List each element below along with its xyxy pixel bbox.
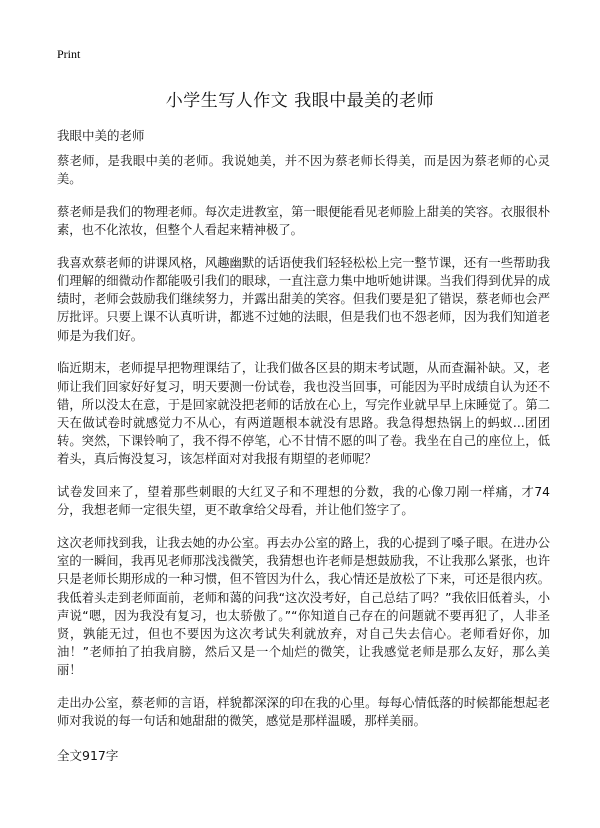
print-link[interactable]: Print	[57, 47, 81, 61]
paragraph: 临近期末，老师提早把物理课结了，让我们做各区县的期末考试题，从而查漏补缺。又，老师让我们回家好好复习，明天要测一份试卷，我也没当回事，可能因为平时成绩自认为还不错，所以没太在意，于是回家就没把老师的话放在心上，写完作业就早早上床睡觉了。第二天在做试卷时就感觉力不从心，有两道题根本就没有思路。我急得想热锅上的蚂蚁...团团转。突然，下课铃响了，我不得不停笔，心不甘情不愿的叫了卷。我坐在自己的座位上，低着头，真后悔没复习，该怎样面对对我报有期望的老师呢？	[57, 361, 550, 467]
article-body	[57, 152, 550, 745]
word-count: 全文917字	[57, 748, 119, 763]
article-subtitle: 我眼中美的老师	[57, 128, 145, 143]
paragraph: 蔡老师是我们的物理老师。每次走进教室，第一眼便能看见老师脸上甜美的笑容。衣服很朴素，也不化浓妆，但整个人看起来精神极了。	[57, 204, 550, 238]
paragraph: 我喜欢蔡老师的讲课风格，风趣幽默的话语使我们轻轻松松上完一整节课，还有一些帮助我们理解的细微动作都能吸引我们的眼球，一直注意力集中地听她讲课。当我们得到优异的成绩时，老师会鼓励我们继续努力，并露出甜美的笑容。但我们要是犯了错误，蔡老师也会严厉批评。只要上课不认真听讲，都逃不过她的法眼，但是我们也不怨老师，因为我们知道老师是为我们好。	[57, 255, 550, 343]
paragraph: 走出办公室，蔡老师的言语，样貌都深深的印在我的心里。每每心情低落的时候都能想起老师对我说的每一句话和她甜甜的微笑，感觉是那样温暖，那样美丽。	[57, 696, 550, 729]
paragraph: 这次老师找到我，让我去她的办公室。再去办公室的路上，我的心提到了嗓子眼。在进办公室的一瞬间，我再见老师那浅浅微笑，我猜想也许老师是想鼓励我，不让我那么紧张，也许只是老师长期形成的一种习惯，但不管因为什么，我心情还是放松了下来，可还是很内疚。我低着头走到老师面前，老师和蔼的问我“这次没考好，自己总结了吗？”我依旧低着头，小声说“嗯，因为我没有复习，也太骄傲了。”“你知道自己存在的问题就不要再犯了，人非圣贤，孰能无过，但也不要因为这次考试失利就放弃，对自己失去信心。老师看好你，加油！”老师拍了拍我肩膀，然后又是一个灿烂的微笑，让我感觉老师是那么友好，那么美丽！	[57, 535, 550, 678]
paragraph: 试卷发回来了，望着那些刺眼的大红叉子和不理想的分数，我的心像刀剐一样痛，才74分，我想老师一定很失望，更不敢拿给父母看，并让他们签字了。	[57, 485, 550, 518]
paragraph: 蔡老师，是我眼中美的老师。我说她美，并不因为蔡老师长得美，而是因为蔡老师的心灵美。	[57, 154, 550, 187]
article-title: 小学生写人作文 我眼中最美的老师	[165, 91, 435, 111]
